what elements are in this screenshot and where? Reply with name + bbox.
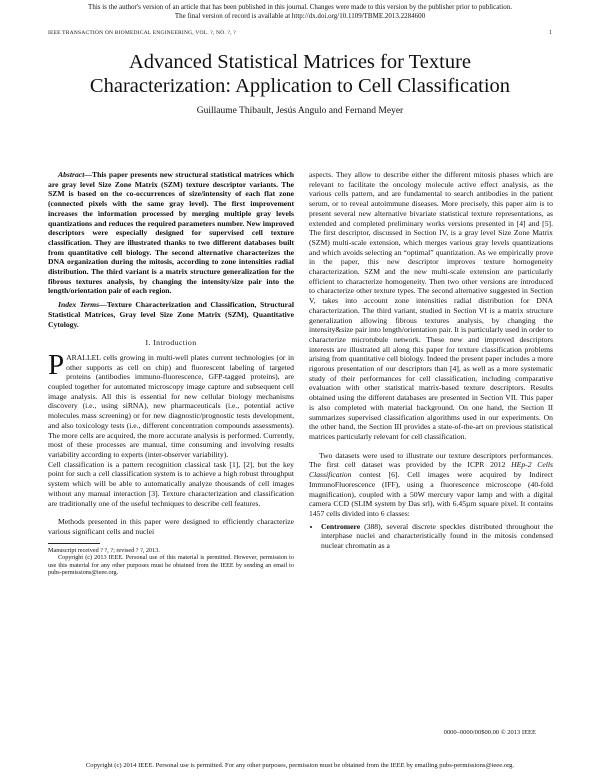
footnote-copyright: Copyright (c) 2013 IEEE. Personal use of this material is permitted. However, permission to use this material for any other purposes must be obtained from the IEEE by sending an email to pubs-permissions@ieee.org. [48,554,294,577]
footnote-divider [48,543,100,544]
contest-name: HEp-2 Cells Classification [309,460,553,480]
index-terms-lead: Index Terms [58,300,100,310]
intro-paragraph-3: Methods presented in this paper were designed to efficiently characterize various significant cells and nuclei [48,517,294,536]
class-term-centromere: Centromere [321,521,361,531]
page-number: 1 [549,30,552,36]
class-list [309,522,553,551]
right-column [309,170,553,551]
paper-title [40,50,560,98]
intro-paragraph-1 [48,348,294,460]
footnote-manuscript: Manuscript received ? ?, ?; revised ? ?, 2013. [48,546,160,554]
abstract-lead: Abstract— [58,170,92,179]
list-item [321,522,553,551]
publication-notice [0,3,600,20]
author-list: Guillaume Thibault, Jesús Angulo and Fernand Meyer [196,106,404,116]
copyright-id: 0000–0000/00$00.00 © 2013 IEEE [443,729,536,736]
right-paragraph-1: aspects. They allow to describe either the different mitosis phases which are relevant to facilitate the oncology molecule active effect analysis, as the various cells pattern, and are fundamental to search antibodies in the patient serum, or to reveal autoimmune diseases. More precisely, this paper aim is to present several new alternative bivariate statistical texture representations, as extended and completed preliminary works versions presented in [4] and [5]. The first descriptor, discussed in Section IV, is a gray level Size Zone Matrix (SZM) multi-scale extension, which merges various gray levels quantizations and which avoids selecting an “optimal” quantization. As we empirically prove in the paper, this new descriptor improves texture homogeneity characterization. SZM and the new multi-scale extension are particularly efficient to characterize homogeneity. Then two other versions are introduced to characterize other texture types. The second alternative suggested in Section V, takes into account zone intensities radial distribution for DNA characterization. The third variant, studied in Section VI is a matrix structure generalization allowing fibrous textures analysis, by changing the intensity&size pair into length/orientation pair. It is particularly used in order to characterize microtubule network. These new and improved descriptors interests are illustrated all along this paper for texture classification problems arising from quantitative cell biology. Indeed the present paper includes a more rigorous presentation of our descriptors than [4], as well as a more systematic study of their performances for cell classification, including comparative evaluation with other statistical matrix-based texture descriptors. Results obtained using the different databases are presented in Section VII. This paper is also completed with material background. On one hand, the Section II summarizes supervised classification algorithms used in our experiments. On the other hand, the Section III provides a state-of-the-art on previous statistical matrices particularly relevant for cell classification. [309,170,553,441]
dataset-text-b: contest [6]. Cell images were acquired by Indirect ImmunoFluorescence (IFF), using a fluorescence microscope (40-fold magnification), coupled with a 50W mercury vapor lamp and with a digital camera CCD (SLIM system by Das srl), with 6.45µm square pixel. It contains 1457 cells divided into 6 classes: [309,470,553,518]
abstract-text: This paper presents new structural statistical matrices which are gray level Size Zone Matrix (SZM) texture descriptor variants. The SZM is based on the co-occurrences of size/intensity of each flat zone (connected pixels with the same gray level). The first improvement increases the information processed by merging multiple gray levels quantizations and reduces the required parameters number. New improved descriptors were especially designed for supervised cell texture classification. They are illustrated thanks to two different databases built from quantitative cell biology. The second alternative characterizes the DNA organization during the mitosis, according to zone intensities radial distribution. The third variant is a matrix structure generalization for the fibrous textures analysis, by changing the intensity/size pair into the length/orientation pair of each region. [48,170,294,296]
left-column [48,170,294,577]
intro-paragraph-1-text: ARALLEL cells growing in multi-well plates current technologies (or in other supports as cell on chip) and fluorescent labeling of targeted proteins (antibodies immuno-fluorescence, GFP-tagged proteins), are coupled together for automated microscopy image capture and subsequent cell image analysis. All this is essential for new cellular biology mechanisms discovery (i.e., using siRNA), new pharmaceuticals (i.e., potential active molecules mass screening) or for new diagnostic/prognostic tests development, and also toxicology tests (i.e., different concentration compounds assessments). The more cells are acquired, the more accurate analysis is performed. Currently, most of these processes are manual, time consuming and involving results variability according to experts (inter-observer variability). [48,352,294,459]
abstract [48,170,294,296]
publication-notice-line2: The final version of record is available at http://dx.doi.org/10.1109/TBME.2013.2284600 [174,11,426,20]
paper-title-line2: Characterization: Application to Cell Classification [89,75,511,97]
paper-title-line1: Advanced Statistical Matrices for Texture [128,51,471,73]
running-head: IEEE TRANSACTION ON BIOMEDICAL ENGINEERING, VOL. ?, NO. ?, ? [48,30,236,36]
right-paragraph-2 [309,451,553,519]
index-terms [48,300,294,329]
publication-notice-line1: This is the author's version of an article that has been published in this journal. Changes were made to this version by the publisher prior to publication. [88,3,512,11]
section-heading-introduction: I. Introduction [145,338,197,348]
index-terms-text: —Texture Characterization and Classification, Structural Statistical Matrices, Gray level Size Zone Matrix (SZM), Quantitative Cytology. [48,300,294,329]
class-description: (388), several discrete speckles distributed throughout the interphase nuclei and characteristically found in the mitosis condensed nuclear chromatin as a [321,521,553,551]
bottom-copyright: Copyright (c) 2014 IEEE. Personal use is permitted. For any other purposes, permission must be obtained from the IEEE by emailing pubs-permissions@ieee.org. [85,762,515,769]
drop-cap: P [48,348,65,381]
dataset-text-a: Two datasets were used to illustrate our texture descriptors performances. The first cell dataset was provided by the ICPR 2012 [309,450,553,470]
intro-paragraph-2: Cell classification is a pattern recognition classical task [1], [2], but the key point for such a cell classification system is to achieve a high robust throughput system which will be able to automatically analyze thousands of cell images without any manual interaction [3]. Texture characterization and classification are traditionally one of the useful techniques to describe cell features. [48,459,294,508]
